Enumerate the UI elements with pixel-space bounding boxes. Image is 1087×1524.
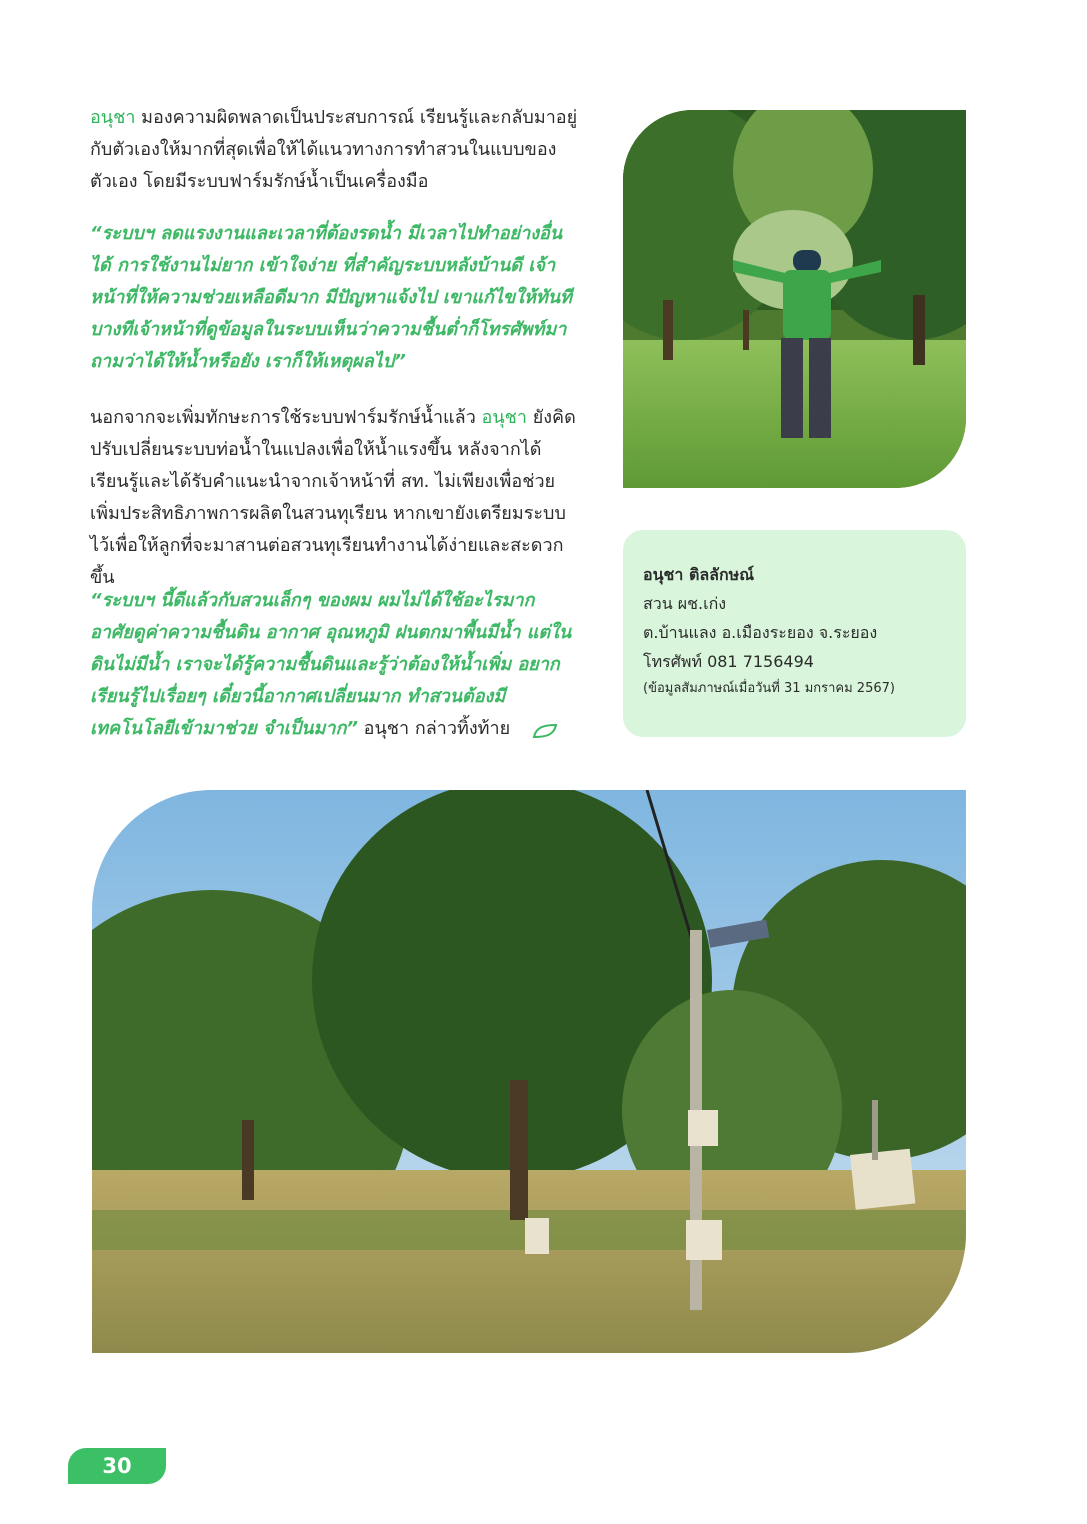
intro-paragraph bbox=[90, 102, 578, 198]
phone: โทรศัพท์ 081 7156494 bbox=[643, 652, 814, 671]
quote-2-tail: อนุชา กล่าวทิ้งท้าย bbox=[357, 718, 511, 739]
quote-1: “ระบบฯ ลดแรงงานและเวลาที่ต้องรดน้ำ มีเวลาไปทำอย่างอื่นได้ การใช้งานไม่ยาก เข้าใจง่าย ที่สำคัญระบบหลังบ้านดี เจ้าหน้าที่ให้ความช่วยเหลือดีมาก มีปัญหาแจ้งไป เขาแก้ไขให้ทันที บางทีเจ้าหน้าที่ดูข้อมูลในระบบเห็นว่าความชื้นต่ำก็โทรศัพท์มาถามว่าได้ให้น้ำหรือยัง เราก็ให้เหตุผลไป” bbox=[90, 223, 572, 372]
quote-2-paragraph bbox=[90, 585, 578, 745]
body-text-before: นอกจากจะเพิ่มทักษะการใช้ระบบฟาร์มรักษ์น้ำแล้ว bbox=[90, 407, 482, 428]
farm-name: สวน ผช.เก่ง bbox=[643, 594, 727, 613]
person-name: อนุชา bbox=[481, 407, 527, 428]
body-paragraph bbox=[90, 402, 578, 594]
intro-text: มองความผิดพลาดเป็นประสบการณ์ เรียนรู้และกลับมาอยู่กับตัวเองให้มากที่สุดเพื่อให้ได้แนวทางการทำสวนในแบบของตัวเอง โดยมีระบบฟาร์มรักษ์น้ำเป็นเครื่องมือ bbox=[90, 107, 578, 192]
orchard-sensor-photo bbox=[92, 790, 966, 1353]
leaf-icon bbox=[532, 723, 558, 739]
address: ต.บ้านแลง อ.เมืองระยอง จ.ระยอง bbox=[643, 623, 878, 642]
page-number: 30 bbox=[68, 1448, 166, 1484]
interviewee-name: อนุชา ติลลักษณ์ bbox=[643, 565, 755, 584]
body-text-after: ยังคิดปรับเปลี่ยนระบบท่อน้ำในแปลงเพื่อให้น้ำแรงขึ้น หลังจากได้เรียนรู้และได้รับคำแนะนำจากเจ้าหน้าที่ สท. ไม่เพียงเพื่อช่วยเพิ่มประสิทธิภาพการผลิตในสวนทุเรียน หากเขายังเตรียมระบบไว้เพื่อให้ลูกที่จะมาสานต่อสวนทุเรียนทำงานได้ง่ายและสะดวกขึ้น bbox=[90, 407, 576, 588]
quote-2: “ระบบฯ นี้ดีแล้วกับสวนเล็กๆ ของผม ผมไม่ได้ใช้อะไรมาก อาศัยดูค่าความชื้นดิน อากาศ อุณหภูมิ ฝนตกมาพื้นมีน้ำ แต่ในดินไม่มีน้ำ เราจะได้รู้ความชื้นดินและรู้ว่าต้องให้น้ำเพิ่ม อยากเรียนรู้ไปเรื่อยๆ เดี๋ยวนี้อากาศเปลี่ยนมาก ทำสวนต้องมีเทคโนโลยีเข้ามาช่วย จำเป็นมาก” bbox=[90, 590, 572, 739]
person-name: อนุชา bbox=[90, 107, 136, 128]
farmer-photo bbox=[623, 110, 966, 488]
interviewee-info-box bbox=[623, 530, 966, 737]
interview-date-note: (ข้อมูลสัมภาษณ์เมื่อวันที่ 31 มกราคม 2567) bbox=[643, 681, 895, 696]
